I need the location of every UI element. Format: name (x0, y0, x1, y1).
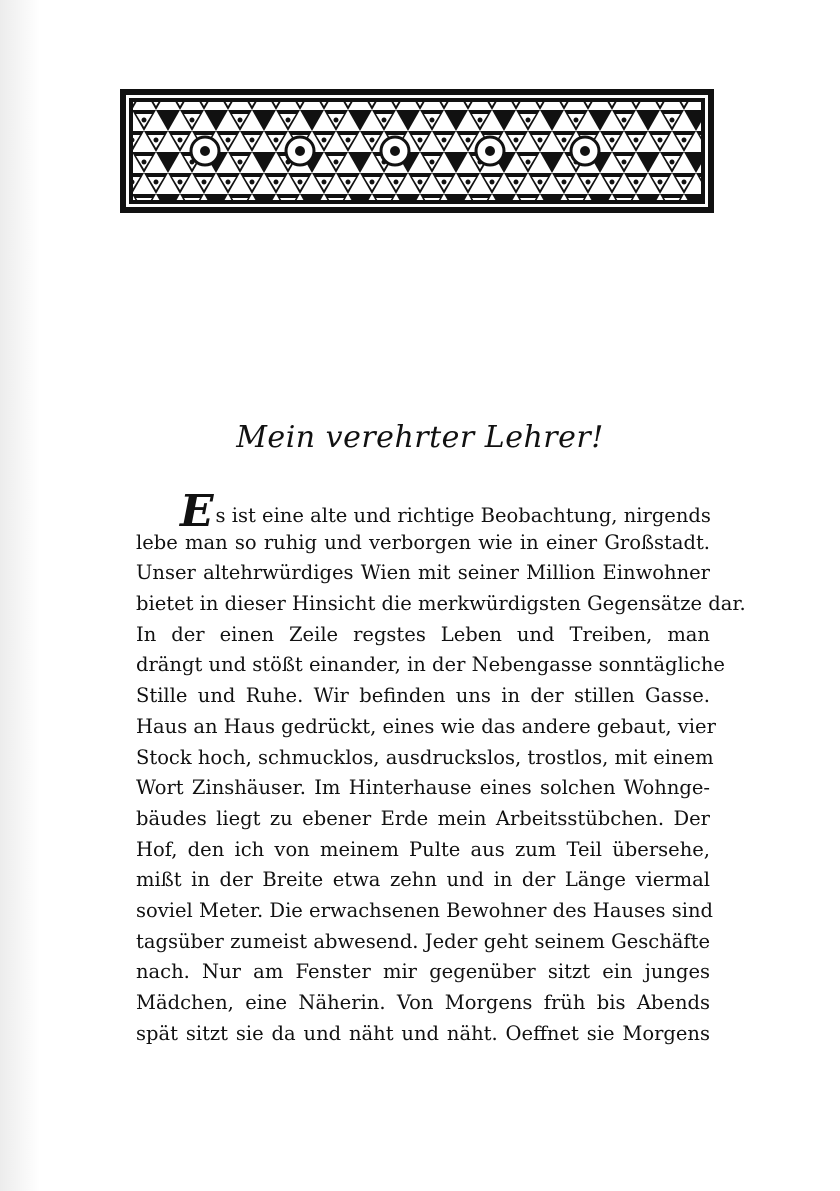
text-line: Wort Zinshäuser. Im Hinterhause eines solchen Wohnge- (136, 776, 710, 800)
text-line: Hof, den ich von meinem Pulte aus zum Teil übersehe, (136, 837, 710, 861)
drop-cap-initial: E (180, 486, 214, 537)
text-line: soviel Meter. Die erwachsenen Bewohner des Hauses sind (136, 898, 714, 922)
text-line: bäudes liegt zu ebener Erde mein Arbeitsstübchen. Der (136, 806, 710, 830)
body-text (136, 486, 746, 1049)
text-line: Stille und Ruhe. Wir befinden uns in der stillen Gasse. (136, 684, 710, 708)
text-line: spät sitzt sie da und näht und näht. Oeffnet sie Morgens (136, 1021, 710, 1045)
text-line: lebe man so ruhig und verborgen wie in einer Großstadt. (136, 530, 710, 554)
text-line: mißt in der Breite etwa zehn und in der Länge viermal (136, 868, 710, 892)
text-line: Mädchen, eine Näherin. Von Morgens früh bis Abends (136, 991, 710, 1014)
text-line: drängt und stößt einander, in der Nebengasse sonntägliche (136, 653, 725, 677)
text-line: tagsüber zumeist abwesend. Jeder geht seinem Geschäfte (136, 929, 710, 953)
geometric-ornament-band-icon (120, 89, 714, 213)
page-heading: Mein verehrter Lehrer! (236, 420, 604, 455)
text-line: nach. Nur am Fenster mir gegenüber sitzt ein junges (136, 960, 710, 984)
text-line: In der einen Zeile regstes Leben und Treiben, man (136, 622, 710, 646)
ornament-band (120, 89, 714, 213)
page-shadow-edge (0, 0, 40, 1191)
text-line: Es ist eine alte und richtige Beobachtung, nirgends (180, 486, 711, 537)
text-line: Haus an Haus gedrückt, eines wie das andere gebaut, vier (136, 714, 716, 738)
text-line: Unser altehrwürdiges Wien mit seiner Million Einwohner (136, 561, 710, 585)
text-line: Stock hoch, schmucklos, ausdruckslos, trostlos, mit einem (136, 745, 714, 769)
text-line: bietet in dieser Hinsicht die merkwürdigsten Gegensätze dar. (136, 592, 746, 616)
